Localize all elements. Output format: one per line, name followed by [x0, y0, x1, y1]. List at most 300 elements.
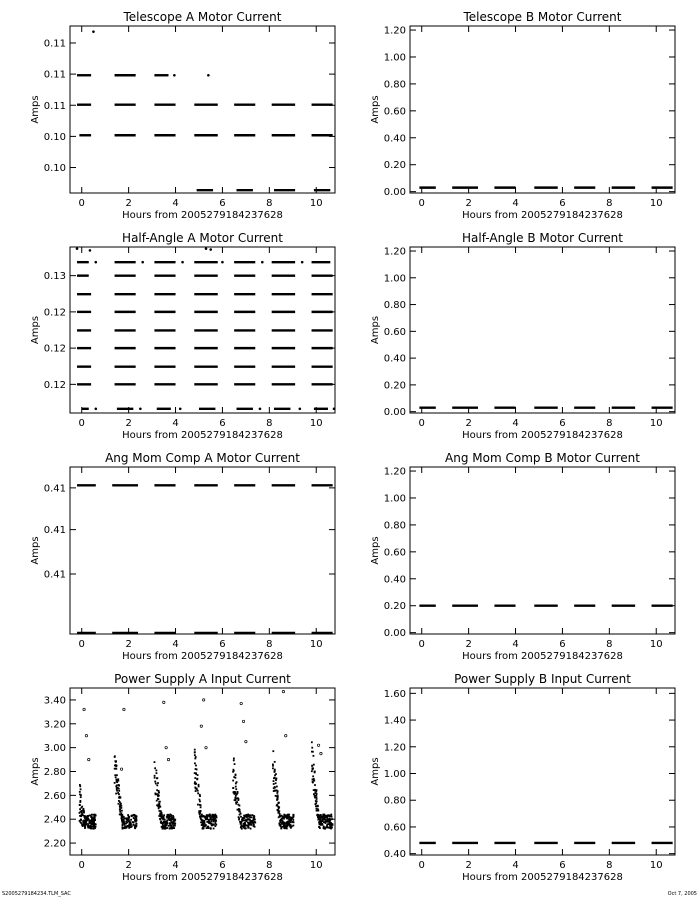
x-tick-label: 10 [309, 860, 323, 871]
y-tick-label: 0.00 [383, 407, 406, 419]
data-point [314, 795, 316, 797]
chart-title: Half-Angle B Motor Current [462, 231, 623, 245]
data-point [221, 261, 224, 264]
data-point [158, 815, 160, 817]
x-axis-label: Hours from 2005279184237628 [122, 210, 283, 221]
data-point [283, 827, 285, 829]
data-point [318, 826, 320, 828]
data-point [118, 788, 120, 790]
data-point [158, 795, 160, 797]
y-tick-label: 0.10 [43, 163, 66, 175]
data-point [215, 819, 217, 821]
data-point [314, 803, 316, 805]
data-point [169, 828, 171, 830]
data-point [156, 789, 158, 791]
data-point [162, 824, 164, 826]
y-tick-label: 0.80 [383, 520, 406, 532]
data-point [276, 789, 278, 791]
data-point [131, 815, 133, 817]
data-point [319, 823, 321, 825]
data-point [158, 792, 160, 794]
data-point [130, 826, 132, 828]
data-point [276, 799, 278, 801]
data-point [199, 795, 201, 797]
data-point [274, 769, 276, 771]
y-tick-label: 0.11 [43, 69, 66, 81]
data-point [164, 821, 166, 823]
data-point [201, 821, 203, 823]
data-point [158, 798, 160, 800]
data-point [313, 755, 315, 757]
y-tick-label: 2.60 [43, 790, 66, 802]
data-point [241, 825, 243, 827]
data-point [233, 758, 235, 760]
data-point [240, 827, 242, 829]
data-point [316, 798, 318, 800]
y-tick-label: 0.12 [43, 379, 66, 391]
data-point [210, 821, 212, 823]
data-point [321, 817, 323, 819]
data-point [238, 816, 240, 818]
data-point [118, 793, 120, 795]
y-tick-label: 0.12 [43, 307, 66, 319]
data-point [81, 806, 83, 808]
data-point [83, 822, 85, 824]
data-point [76, 247, 79, 250]
data-point [162, 828, 164, 830]
data-point [115, 768, 117, 770]
y-tick-label: 3.20 [43, 719, 66, 731]
data-point [201, 814, 203, 816]
y-tick-label: 0.80 [383, 79, 406, 91]
data-point [154, 761, 156, 763]
data-point [124, 823, 126, 825]
data-point [323, 821, 325, 823]
chart-title: Ang Mom Comp B Motor Current [445, 451, 640, 465]
data-point [317, 815, 319, 817]
data-point [118, 790, 120, 792]
x-tick-label: 2 [125, 418, 132, 429]
x-tick-label: 8 [606, 418, 613, 429]
data-point [311, 747, 313, 749]
data-point [122, 824, 124, 826]
x-axis-label: Hours from 2005279184237628 [462, 872, 623, 883]
y-tick-label: 0.40 [383, 133, 406, 145]
chart-title: Half-Angle A Motor Current [122, 231, 283, 245]
data-point [125, 817, 127, 819]
data-point [116, 784, 118, 786]
x-tick-label: 6 [559, 418, 566, 429]
data-point [244, 822, 246, 824]
y-tick-label: 0.60 [383, 106, 406, 118]
data-point [135, 815, 137, 817]
data-point [235, 799, 237, 801]
data-point [245, 825, 247, 827]
data-point [91, 816, 93, 818]
x-tick-label: 0 [418, 860, 425, 871]
y-tick-label: 0.20 [383, 380, 406, 392]
data-point [199, 799, 201, 801]
data-point [81, 813, 83, 815]
y-tick-label: 0.41 [43, 569, 66, 581]
data-point [311, 765, 313, 767]
data-point [235, 783, 237, 785]
x-axis-label: Hours from 2005279184237628 [462, 430, 623, 441]
data-point [316, 805, 318, 807]
data-outlier [202, 699, 204, 701]
y-tick-label: 0.20 [383, 601, 406, 613]
data-point [233, 776, 235, 778]
data-point [92, 820, 94, 822]
y-tick-label: 0.40 [383, 574, 406, 586]
data-point [283, 822, 285, 824]
chart-title: Power Supply A Input Current [114, 672, 291, 686]
data-point [233, 791, 235, 793]
data-point [80, 822, 82, 824]
footer-date: Oct 7, 2005 [667, 891, 697, 897]
data-point [232, 780, 234, 782]
data-point [205, 825, 207, 827]
data-point [235, 803, 237, 805]
data-point [156, 804, 158, 806]
data-outlier [317, 744, 319, 746]
x-tick-label: 4 [172, 418, 179, 429]
y-tick-label: 1.20 [383, 25, 406, 37]
data-point [127, 814, 129, 816]
data-point [316, 800, 318, 802]
data-point [194, 749, 196, 751]
y-tick-label: 1.20 [383, 466, 406, 478]
data-point [172, 823, 174, 825]
y-tick-label: 0.60 [383, 822, 406, 834]
data-point [280, 828, 282, 830]
data-point [243, 823, 245, 825]
data-point [199, 815, 201, 817]
data-point [129, 824, 131, 826]
data-point [79, 794, 81, 796]
data-point [233, 759, 235, 761]
y-axis-label: Amps [30, 536, 41, 565]
chart-panel-ha-b [370, 231, 675, 441]
data-point [119, 804, 121, 806]
data-point [135, 820, 137, 822]
y-tick-label: 3.00 [43, 743, 66, 755]
data-point [170, 818, 172, 820]
data-point [161, 814, 163, 816]
data-point [164, 819, 166, 821]
data-point [292, 825, 294, 827]
y-tick-label: 0.00 [383, 628, 406, 640]
data-point [249, 818, 251, 820]
data-point [119, 813, 121, 815]
data-point [326, 816, 328, 818]
data-point [206, 817, 208, 819]
data-point [85, 822, 87, 824]
y-tick-label: 0.11 [43, 38, 66, 50]
data-point [118, 784, 120, 786]
data-point [194, 762, 196, 764]
data-point [155, 770, 157, 772]
data-outlier [83, 708, 85, 710]
data-point [204, 816, 206, 818]
chart-panel-amc-b [370, 451, 675, 662]
data-point [197, 790, 199, 792]
x-tick-label: 0 [78, 418, 85, 429]
data-point [198, 784, 200, 786]
x-tick-label: 2 [465, 198, 472, 209]
y-tick-label: 0.41 [43, 525, 66, 537]
data-point [90, 815, 92, 817]
y-tick-label: 0.40 [383, 849, 406, 861]
data-point [239, 814, 241, 816]
data-point [91, 826, 93, 828]
data-point [156, 784, 158, 786]
data-point [195, 783, 197, 785]
data-outlier [285, 735, 287, 737]
data-point [237, 791, 239, 793]
x-tick-label: 0 [418, 639, 425, 650]
data-outlier [282, 690, 284, 692]
data-point [197, 774, 199, 776]
data-point [331, 827, 333, 829]
data-point [312, 751, 314, 753]
data-point [89, 249, 92, 252]
y-tick-label: 1.40 [383, 715, 406, 727]
data-point [173, 820, 175, 822]
data-point [93, 826, 95, 828]
data-point [259, 407, 262, 410]
data-point [115, 776, 117, 778]
x-tick-label: 4 [512, 860, 519, 871]
y-tick-label: 0.60 [383, 547, 406, 559]
data-point [167, 814, 169, 816]
data-point [179, 407, 182, 410]
data-point [206, 814, 208, 816]
y-tick-label: 2.80 [43, 767, 66, 778]
data-point [274, 786, 276, 788]
data-point [126, 820, 128, 822]
data-point [243, 825, 245, 827]
data-outlier [123, 708, 125, 710]
data-point [202, 828, 204, 830]
data-point [82, 814, 84, 816]
data-point [285, 826, 287, 828]
data-point [88, 825, 90, 827]
y-tick-label: 0.10 [43, 131, 66, 143]
data-outlier [245, 740, 247, 742]
data-point [154, 775, 156, 777]
data-point [90, 828, 92, 830]
data-point [312, 781, 314, 783]
data-point [247, 814, 249, 816]
data-point [278, 802, 280, 804]
data-point [130, 819, 132, 821]
data-point [159, 818, 161, 820]
data-point [316, 796, 318, 798]
data-point [289, 816, 291, 818]
data-point [80, 811, 82, 813]
data-point [236, 801, 238, 803]
x-tick-label: 2 [465, 860, 472, 871]
data-outlier [88, 758, 90, 760]
data-point [172, 827, 174, 829]
data-point [208, 827, 210, 829]
x-tick-label: 8 [606, 860, 613, 871]
data-point [199, 813, 201, 815]
x-tick-label: 6 [219, 639, 226, 650]
data-point [162, 818, 164, 820]
data-point [232, 787, 234, 789]
x-tick-label: 4 [172, 860, 179, 871]
data-outlier [205, 746, 207, 748]
data-point [235, 774, 237, 776]
y-tick-label: 0.80 [383, 795, 406, 807]
data-point [167, 816, 169, 818]
data-point [115, 760, 117, 762]
data-point [114, 755, 116, 757]
chart-panel-tel-b [370, 10, 675, 221]
data-point [86, 818, 88, 820]
data-outlier [120, 768, 122, 770]
data-point [316, 793, 318, 795]
y-tick-label: 0.60 [383, 326, 406, 338]
data-point [80, 788, 82, 790]
x-tick-label: 8 [606, 639, 613, 650]
x-tick-label: 4 [512, 639, 519, 650]
data-point [316, 789, 318, 791]
y-tick-label: 0.41 [43, 483, 66, 495]
data-point [316, 808, 318, 810]
data-point [156, 772, 158, 774]
data-point [200, 810, 202, 812]
data-point [261, 261, 264, 264]
chart-title: Telescope A Motor Current [123, 10, 282, 24]
data-point [196, 778, 198, 780]
x-axis-label: Hours from 2005279184237628 [462, 210, 623, 221]
data-point [94, 261, 97, 264]
data-point [235, 786, 237, 788]
data-point [236, 793, 238, 795]
plot-frame [410, 26, 675, 193]
x-tick-label: 8 [606, 198, 613, 209]
data-point [139, 407, 142, 410]
data-point [205, 247, 208, 250]
data-point [121, 810, 123, 812]
data-point [79, 804, 81, 806]
data-point [242, 818, 244, 820]
y-tick-label: 1.00 [383, 769, 406, 781]
data-point [235, 788, 237, 790]
y-tick-label: 1.60 [383, 688, 406, 700]
data-point [116, 789, 118, 791]
data-point [286, 822, 288, 824]
data-point [251, 821, 253, 823]
data-point [158, 803, 160, 805]
data-point [314, 784, 316, 786]
data-point [92, 30, 95, 33]
data-outlier [240, 702, 242, 704]
data-point [209, 248, 212, 251]
data-point [173, 825, 175, 827]
data-point [194, 754, 196, 756]
x-tick-label: 6 [559, 639, 566, 650]
data-point [131, 821, 133, 823]
data-point [212, 818, 214, 820]
chart-panel-ha-a [30, 231, 335, 441]
data-point [135, 826, 137, 828]
data-point [199, 800, 201, 802]
y-tick-label: 1.00 [383, 52, 406, 64]
data-point [277, 794, 279, 796]
data-point [94, 819, 96, 821]
data-point [312, 775, 314, 777]
data-point [321, 823, 323, 825]
data-point [326, 825, 328, 827]
chart-title: Power Supply B Input Current [454, 672, 631, 686]
data-point [273, 790, 275, 792]
data-point [324, 828, 326, 830]
x-tick-label: 4 [172, 198, 179, 209]
x-axis-label: Hours from 2005279184237628 [462, 651, 623, 662]
data-point [200, 804, 202, 806]
chart-panel-amc-a [30, 451, 335, 662]
data-point [141, 261, 144, 264]
data-point [194, 751, 196, 753]
y-tick-label: 2.20 [43, 838, 66, 850]
data-point [313, 793, 315, 795]
data-point [198, 786, 200, 788]
data-point [116, 774, 118, 776]
x-tick-label: 6 [219, 198, 226, 209]
data-point [80, 796, 82, 798]
data-point [281, 826, 283, 828]
x-tick-label: 10 [309, 418, 323, 429]
data-outlier [163, 701, 165, 703]
data-point [275, 782, 277, 784]
data-point [238, 819, 240, 821]
data-point [277, 812, 279, 814]
data-point [155, 783, 157, 785]
data-point [252, 819, 254, 821]
data-point [169, 814, 171, 816]
data-point [244, 819, 246, 821]
data-point [162, 826, 164, 828]
x-tick-label: 2 [125, 860, 132, 871]
x-tick-label: 10 [649, 198, 663, 209]
data-point [240, 816, 242, 818]
data-point [313, 778, 315, 780]
data-point [157, 782, 159, 784]
data-point [288, 814, 290, 816]
y-tick-label: 1.20 [383, 742, 406, 754]
y-tick-label: 0.11 [43, 100, 66, 112]
y-axis-label: Amps [370, 315, 381, 345]
x-tick-label: 6 [219, 418, 226, 429]
data-point [128, 820, 130, 822]
data-point [313, 789, 315, 791]
data-point [89, 822, 91, 824]
data-point [171, 821, 173, 823]
x-tick-label: 10 [649, 418, 663, 429]
data-point [324, 816, 326, 818]
data-point [278, 816, 280, 818]
data-point [94, 814, 96, 816]
data-point [132, 815, 134, 817]
data-point [313, 780, 315, 782]
data-point [321, 818, 323, 820]
x-tick-label: 6 [219, 860, 226, 871]
data-point [209, 815, 211, 817]
